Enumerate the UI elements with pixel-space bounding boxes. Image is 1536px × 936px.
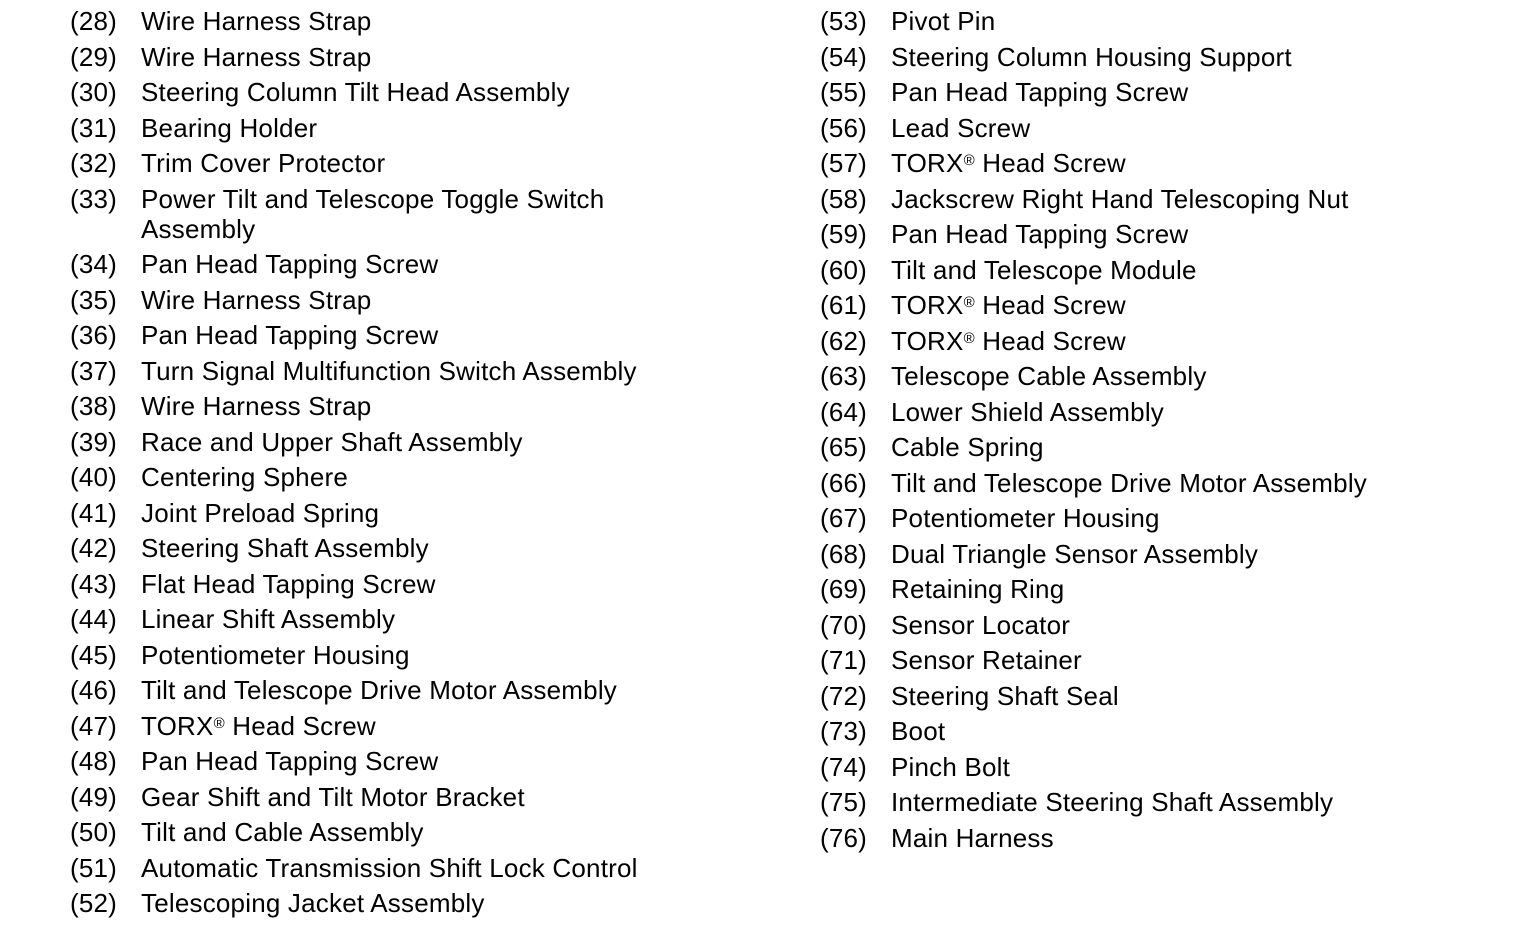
legend-item-label-text: Pan Head Tapping Screw [141,249,439,279]
legend-item-label-text: Pinch Bolt [891,751,1011,782]
legend-item-label [891,113,1520,143]
legend-item-label-text: Centering Sphere [141,462,348,492]
legend-item-number: (47) [70,710,118,741]
legend-item [820,645,1520,675]
legend-item [70,640,770,670]
legend-item-number: (62) [820,325,868,356]
legend-item-label-text: Pan Head Tapping Screw [891,219,1189,249]
legend-item-label-continuation: Assembly [141,213,256,244]
legend-item-number: (66) [820,467,868,498]
legend-item-label [141,640,770,670]
legend-item-number: (61) [820,290,868,320]
legend-item [820,326,1520,356]
legend-item [820,397,1520,427]
legend-item [70,462,770,492]
legend-item-number: (68) [820,538,868,569]
legend-item [70,356,770,386]
legend-item-label-text: Linear Shift Assembly [141,604,396,634]
legend-item [820,503,1520,533]
legend-item [70,6,770,36]
legend-item-number: (32) [70,148,118,178]
legend-item-label [141,42,770,72]
legend-item-number: (35) [70,284,118,315]
legend-item-label-text: Retaining Ring [891,574,1065,604]
legend-item-label [891,6,1520,36]
legend-item-number: (38) [70,391,118,421]
legend-item-number: (42) [70,533,118,563]
legend-item-label [891,610,1520,640]
legend-item [70,675,770,705]
legend-item-label [891,787,1520,817]
legend-item-label [141,427,770,457]
legend-item-label-text: TORX [891,325,964,356]
legend-item [820,716,1520,746]
legend-item-label [891,77,1520,107]
legend-item [820,42,1520,72]
legend-item [70,77,770,107]
legend-item-label-text: Jackscrew Right Hand Telescoping Nut [891,183,1349,214]
parts-legend-left-column [70,6,770,924]
legend-item-label-text: Sensor Locator [891,609,1071,640]
legend-item-number: (49) [70,781,118,812]
legend-item [820,610,1520,640]
registered-mark: ® [963,329,975,347]
legend-item-label [891,326,1520,356]
legend-item-number: (70) [820,609,868,640]
legend-item [70,888,770,918]
legend-item-number: (31) [70,112,118,143]
legend-item [820,113,1520,143]
legend-item-label-text: Bearing Holder [141,112,318,143]
legend-item [70,285,770,315]
legend-item [820,823,1520,853]
legend-item-label [891,290,1520,320]
legend-item-number: (29) [70,41,118,72]
legend-item-number: (51) [70,852,118,883]
legend-item-label-text: Telescoping Jacket Assembly [141,888,485,918]
legend-item-label [141,817,770,847]
legend-item [820,539,1520,569]
legend-item-label-text: Steering Shaft Seal [891,680,1119,711]
legend-item-number: (36) [70,320,118,350]
legend-item-label [141,888,770,918]
legend-item-number: (37) [70,355,118,386]
legend-item-label-text: Intermediate Steering Shaft Assembly [891,787,1334,817]
legend-item-label [891,432,1520,462]
legend-item [70,569,770,599]
legend-item-label-text: Wire Harness Strap [141,391,372,421]
registered-mark: ® [213,714,225,732]
legend-item-label-text: Dual Triangle Sensor Assembly [891,538,1259,569]
legend-item [820,6,1520,36]
legend-item-label [891,716,1520,746]
legend-item-label-text: Trim Cover Protector [141,148,386,178]
legend-item-label [891,539,1520,569]
legend-item-label [141,249,770,279]
legend-item-number: (71) [820,645,868,675]
legend-item [820,148,1520,178]
legend-item-label [891,42,1520,72]
legend-item-label [141,604,770,634]
legend-item-number: (48) [70,746,118,776]
legend-item-label-text: Steering Column Tilt Head Assembly [141,77,570,107]
legend-item-number: (43) [70,568,118,599]
legend-item-label-text: Lower Shield Assembly [891,396,1164,427]
legend-item [70,711,770,741]
legend-item-number: (74) [820,751,868,782]
legend-item-number: (73) [820,716,868,746]
legend-item [820,184,1520,214]
legend-item [70,853,770,883]
legend-item [70,533,770,563]
legend-item-label [891,645,1520,675]
legend-item [820,432,1520,462]
legend-item-label-text: Automatic Transmission Shift Lock Control [141,852,638,883]
legend-item-label [141,391,770,421]
legend-item-label [891,184,1520,214]
legend-item-label-text: Sensor Retainer [891,645,1082,675]
legend-item-number: (65) [820,432,868,462]
legend-item-label [891,752,1520,782]
legend-item [70,148,770,178]
legend-item-number: (76) [820,822,868,853]
legend-item-number: (52) [70,888,118,918]
legend-item-number: (69) [820,574,868,604]
legend-item [820,219,1520,249]
legend-item-label [141,184,770,244]
legend-item-label-text: Wire Harness Strap [141,6,372,36]
legend-item-number: (67) [820,503,868,533]
legend-item-label [891,468,1520,498]
legend-item-label [141,569,770,599]
legend-item [820,681,1520,711]
legend-item-label-text: Main Harness [891,822,1054,853]
legend-item-number: (40) [70,462,118,492]
legend-item-number: (64) [820,396,868,427]
legend-item [820,77,1520,107]
legend-item [820,468,1520,498]
legend-item [70,113,770,143]
legend-item-number: (46) [70,675,118,705]
legend-item-label [141,498,770,528]
legend-item [70,249,770,279]
legend-item-label [141,148,770,178]
legend-item-number: (44) [70,604,118,634]
legend-item [70,817,770,847]
legend-item-label-tail: Head Screw [974,290,1126,320]
legend-item-number: (28) [70,6,118,36]
legend-item-label [141,675,770,705]
legend-item-label-text: Lead Screw [891,112,1031,143]
legend-item-label-text: Gear Shift and Tilt Motor Bracket [141,781,525,812]
legend-item-label-tail: Head Screw [974,148,1126,178]
legend-item [70,782,770,812]
legend-item-label [891,397,1520,427]
legend-item-label-text: Tilt and Cable Assembly [141,817,424,847]
legend-item-label [891,503,1520,533]
legend-item-number: (55) [820,77,868,107]
legend-item-number: (57) [820,148,868,178]
legend-item-label-text: Pan Head Tapping Screw [141,320,439,350]
legend-item-label-text: Flat Head Tapping Screw [141,568,436,599]
legend-item [70,498,770,528]
legend-item-label [141,6,770,36]
legend-item [820,290,1520,320]
legend-item-label-text: Steering Column Housing Support [891,41,1292,72]
legend-item-label-text: Potentiometer Housing [141,639,410,670]
legend-item-label [891,219,1520,249]
legend-item-label [141,77,770,107]
legend-item-label [891,574,1520,604]
legend-item-label-text: Potentiometer Housing [891,503,1160,533]
legend-item-label [141,711,770,741]
legend-item-label-text: TORX [891,290,964,320]
legend-item-label-text: Telescope Cable Assembly [891,361,1207,391]
legend-item-label-text: Tilt and Telescope Drive Motor Assembly [141,675,617,705]
legend-item-label [891,148,1520,178]
legend-item-number: (34) [70,249,118,279]
legend-item-label-text: Tilt and Telescope Module [891,254,1197,285]
legend-item-label-text: Pivot Pin [891,6,996,36]
legend-item-label-text: Boot [891,716,946,746]
legend-item-label [141,285,770,315]
legend-item [820,752,1520,782]
legend-item-number: (30) [70,77,118,107]
legend-item-label-text: Cable Spring [891,432,1044,462]
legend-item-number: (56) [820,112,868,143]
legend-item-label-tail: Head Screw [224,710,376,741]
legend-item-label-text: Turn Signal Multifunction Switch Assembly [141,355,637,386]
legend-item-label-text: Tilt and Telescope Drive Motor Assembly [891,467,1367,498]
legend-item-label-text: Wire Harness Strap [141,284,372,315]
legend-item-label-text: Steering Shaft Assembly [141,533,429,563]
legend-item [70,320,770,350]
legend-item-label-text: TORX [141,710,214,741]
legend-item-number: (58) [820,183,868,214]
legend-item-number: (72) [820,680,868,711]
legend-item-number: (33) [70,183,118,214]
legend-item [70,746,770,776]
legend-item-label [141,746,770,776]
legend-item [70,391,770,421]
legend-item [70,427,770,457]
legend-item-label [141,356,770,386]
legend-item-number: (45) [70,639,118,670]
legend-item-label-text: Pan Head Tapping Screw [141,746,439,776]
legend-item-label-text: Race and Upper Shaft Assembly [141,426,523,457]
legend-item-number: (39) [70,426,118,457]
legend-item [70,184,770,244]
legend-item [820,787,1520,817]
legend-item-number: (63) [820,361,868,391]
legend-item-label [141,853,770,883]
legend-item [70,42,770,72]
legend-item-label [141,462,770,492]
legend-item-label [891,255,1520,285]
legend-item-label [891,361,1520,391]
legend-item-label-text: Wire Harness Strap [141,41,372,72]
legend-item-label [891,681,1520,711]
legend-item-label-tail: Head Screw [974,325,1126,356]
legend-item-label [891,823,1520,853]
legend-item-label [141,320,770,350]
legend-item-label-text: Power Tilt and Telescope Toggle Switch [141,183,605,214]
parts-legend-right-column [820,6,1520,858]
legend-item [820,574,1520,604]
legend-item-number: (59) [820,219,868,249]
legend-item-number: (54) [820,41,868,72]
legend-item-label [141,782,770,812]
legend-item-label-text: Pan Head Tapping Screw [891,77,1189,107]
legend-item [70,604,770,634]
registered-mark: ® [963,294,975,311]
legend-item-number: (60) [820,254,868,285]
legend-item-number: (53) [820,6,868,36]
registered-mark: ® [963,152,975,169]
legend-item [820,361,1520,391]
legend-item [820,255,1520,285]
legend-item-label-text: Joint Preload Spring [141,497,380,528]
legend-item-number: (41) [70,497,118,528]
legend-item-label-text: TORX [891,148,964,178]
legend-item-label [141,533,770,563]
legend-item-label [141,113,770,143]
legend-item-number: (75) [820,787,868,817]
legend-item-number: (50) [70,817,118,847]
